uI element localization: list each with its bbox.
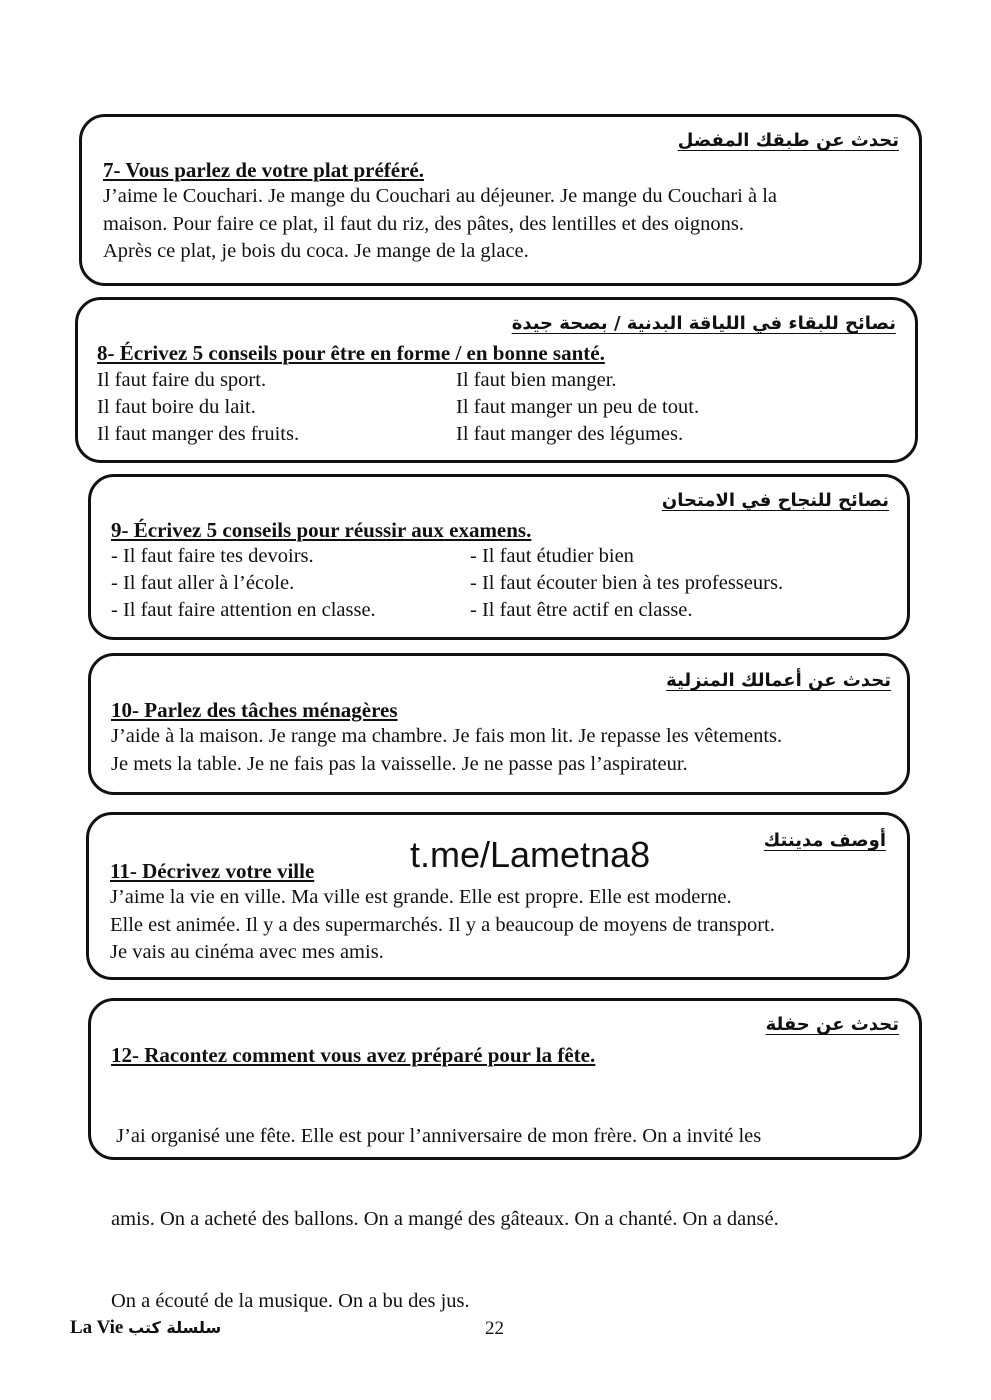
section-12-title: 12- Racontez comment vous avez préparé pour la fête. (111, 1043, 596, 1067)
section-9-left-item: - Il faut faire tes devoirs. (111, 545, 314, 567)
section-12-line: amis. On a acheté des ballons. On a mangé des gâteaux. On a chanté. On a dansé. (111, 1207, 779, 1230)
section-11-line: Je vais au cinéma avec mes amis. (110, 941, 384, 963)
section-12-text (111, 1068, 779, 1343)
section-10-arabic-heading: تحدث عن أعمالك المنزلية (666, 670, 891, 691)
section-8-arabic-heading: نصائح للبقاء في اللياقة البدنية / بصحة جيدة (511, 313, 896, 334)
section-11-title: 11- Décrivez votre ville (110, 859, 315, 883)
section-7-line: Après ce plat, je bois du coca. Je mange de la glace. (103, 240, 529, 262)
section-8-left-item: Il faut faire du sport. (97, 369, 267, 391)
section-8-title: 8- Écrivez 5 conseils pour être en forme / en bonne santé. (97, 341, 605, 365)
footer-brand-arabic: سلسلة كتب (128, 1318, 222, 1337)
section-9-left-item: - Il faut faire attention en classe. (111, 599, 376, 621)
section-8-right-item: Il faut manger un peu de tout. (456, 396, 700, 418)
section-10-line: Je mets la table. Je ne fais pas la vaisselle. Je ne passe pas l’aspirateur. (111, 752, 688, 775)
section-8-right-item: Il faut bien manger. (456, 369, 617, 391)
section-9-right-item: - Il faut écouter bien à tes professeurs. (470, 572, 784, 594)
section-12-arabic-heading: تحدث عن حفلة (765, 1014, 899, 1035)
section-9-right-item: - Il faut être actif en classe. (470, 599, 693, 621)
watermark-link: t.me/Lametna8 (410, 834, 651, 875)
section-7-text (103, 183, 777, 266)
section-11-arabic-heading: أوصف مدينتك (763, 830, 886, 851)
section-9-right-item: - Il faut étudier bien (470, 545, 634, 567)
section-8-left-item: Il faut manger des fruits. (97, 423, 300, 445)
section-12-line: On a écouté de la musique. On a bu des jus. (111, 1290, 470, 1312)
section-12-line: J’ai organisé une fête. Elle est pour l’anniversaire de mon frère. On a invité les (111, 1125, 762, 1147)
section-8-right-item: Il faut manger des légumes. (456, 423, 684, 445)
section-11-line: Elle est animée. Il y a des supermarchés. Il y a beaucoup de moyens de transport. (110, 913, 775, 936)
section-10-line: J’aide à la maison. Je range ma chambre. Je fais mon lit. Je repasse les vêtements. (111, 725, 783, 747)
section-10-title: 10- Parlez des tâches ménagères (111, 698, 398, 722)
section-9-title: 9- Écrivez 5 conseils pour réussir aux examens. (111, 518, 532, 542)
section-7-line: maison. Pour faire ce plat, il faut du riz, des pâtes, des lentilles et des oignons. (103, 212, 745, 235)
section-7-title: 7- Vous parlez de votre plat préféré. (103, 158, 424, 182)
section-11-line: J’aime la vie en ville. Ma ville est grande. Elle est propre. Elle est moderne. (110, 886, 732, 908)
footer-brand (70, 1317, 221, 1339)
footer-brand-latin: La Vie (70, 1317, 124, 1338)
section-11-text (110, 884, 775, 967)
section-10-text (111, 723, 782, 778)
section-9-left-item: - Il faut aller à l’école. (111, 572, 295, 594)
page-number: 22 (485, 1318, 504, 1339)
section-7-arabic-heading: تحدث عن طبقك المفضل (677, 130, 899, 151)
section-9-arabic-heading: نصائح للنجاح في الامتحان (661, 490, 889, 511)
section-8-left-item: Il faut boire du lait. (97, 396, 256, 418)
section-7-line: J’aime le Couchari. Je mange du Couchari au déjeuner. Je mange du Couchari à la (103, 185, 777, 207)
